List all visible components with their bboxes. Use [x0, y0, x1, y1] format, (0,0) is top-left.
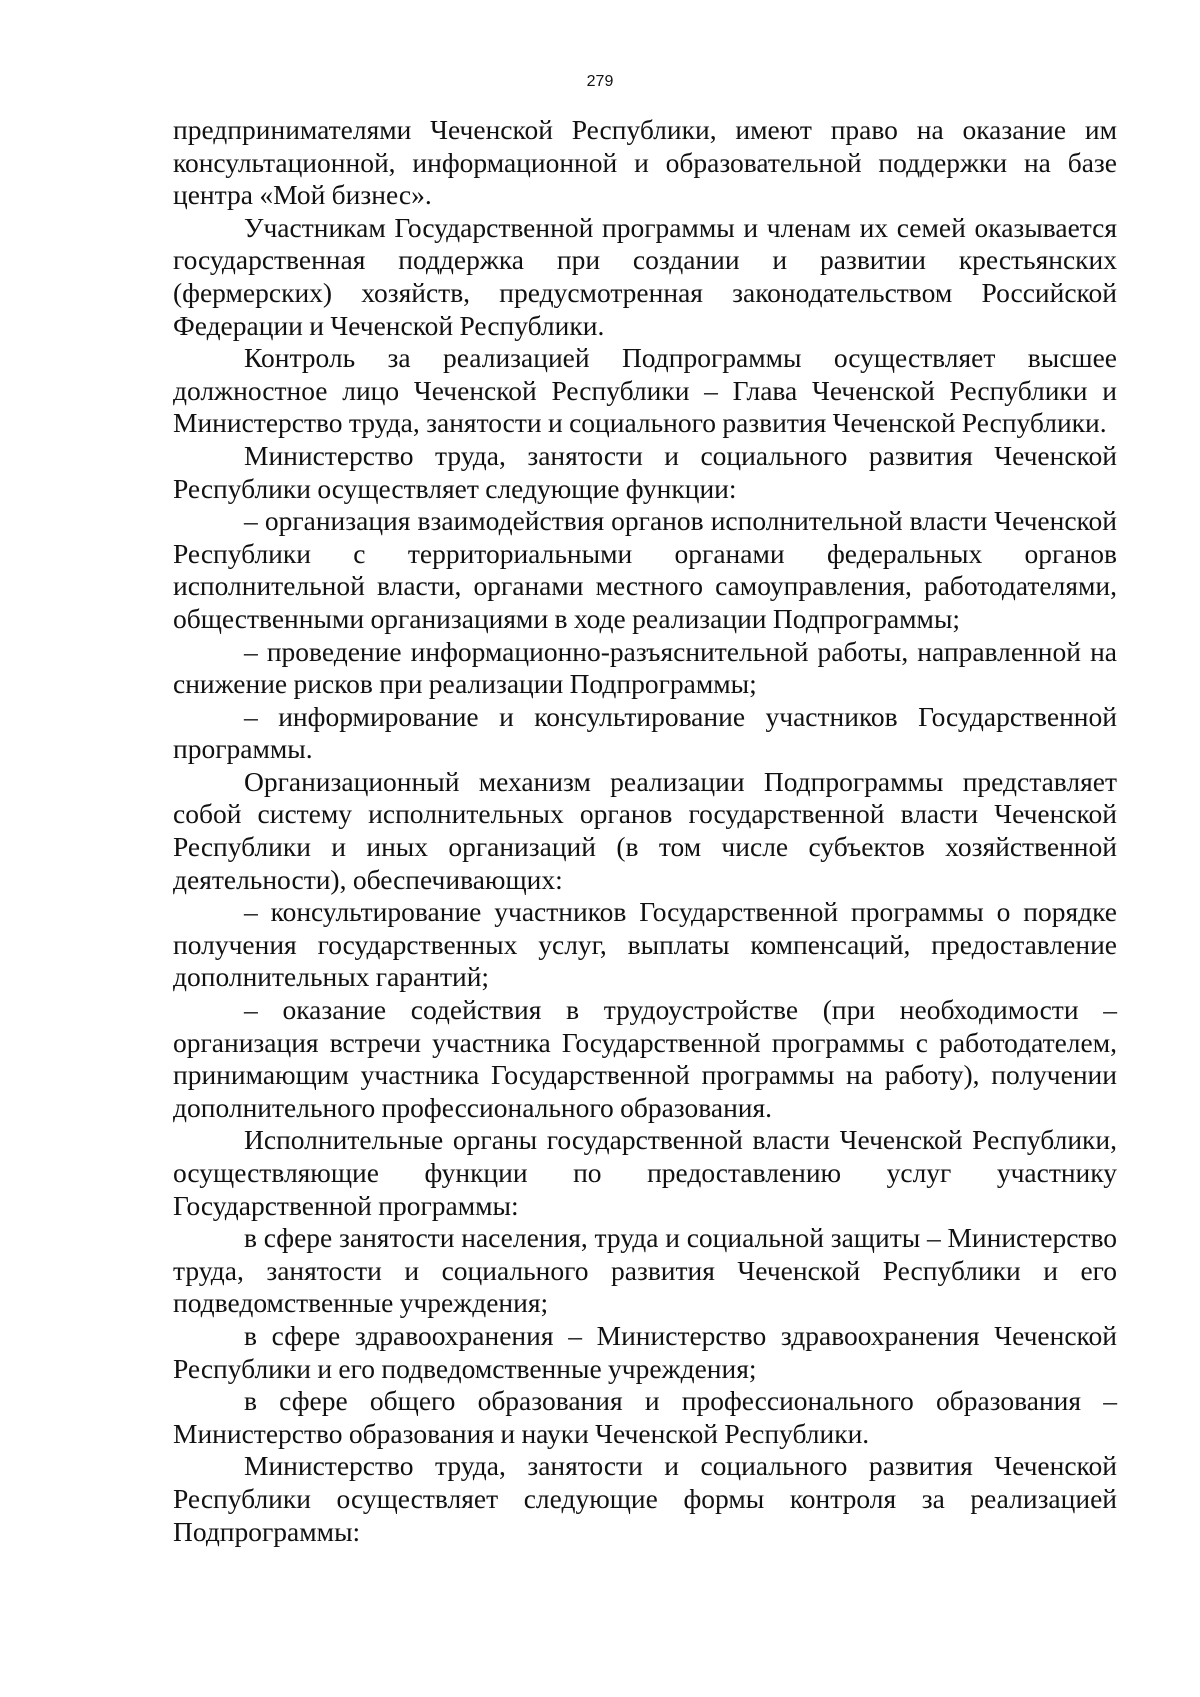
list-item-function-1: – организация взаимодействия органов исполнительной власти Чеченской Республики с территориальными органами федеральных органов исполнительной власти, органами местного самоуправления, работодателями, общественными организациями в ходе реализации Подпрограммы; — [173, 505, 1117, 634]
list-item-mechanism-2: – оказание содействия в трудоустройстве (при необходимости – организация встречи участника Государственной программы с работодателем, принимающим участника Государственной программы на работу), получении дополнительного профессионального образования. — [173, 994, 1117, 1123]
paragraph-1: предпринимателями Чеченской Республики, имеют право на оказание им консультационной, информационной и образовательной поддержки на базе центра «Мой бизнес». — [173, 114, 1117, 211]
paragraph-11: Исполнительные органы государственной власти Чеченской Республики, осуществляющие функции по предоставлению услуг участнику Государственной программы: — [173, 1124, 1117, 1221]
paragraph-15: Министерство труда, занятости и социального развития Чеченской Республики осуществляет следующие формы контроля за реализацией Подпрограммы: — [173, 1450, 1117, 1547]
list-item-mechanism-1: – консультирование участников Государственной программы о порядке получения государственных услуг, выплаты компенсаций, предоставление дополнительных гарантий; — [173, 896, 1117, 993]
page-number: 279 — [586, 73, 614, 90]
paragraph-4: Министерство труда, занятости и социального развития Чеченской Республики осуществляет следующие функции: — [173, 439, 1117, 504]
list-item-function-3: – информирование и консультирование участников Государственной программы. — [173, 700, 1117, 765]
list-item-sphere-1: в сфере занятости населения, труда и социальной защиты – Министерство труда, занятости и социального развития Чеченской Республики и его подведомственные учреждения; — [173, 1222, 1117, 1319]
list-item-sphere-2: в сфере здравоохранения – Министерство здравоохранения Чеченской Республики и его подведомственные учреждения; — [173, 1319, 1117, 1384]
paragraph-8: Организационный механизм реализации Подпрограммы представляет собой систему исполнительных органов государственной власти Чеченской Республики и иных организаций (в том числе субъектов хозяйственной деятельности), обеспечивающих: — [173, 765, 1117, 895]
paragraph-2: Участникам Государственной программы и членам их семей оказывается государственная поддержка при создании и развитии крестьянских (фермерских) хозяйств, предусмотренная законодательством Российской Федерации и Чеченской Республики. — [173, 211, 1117, 341]
document-body — [173, 114, 1117, 1548]
list-item-sphere-3: в сфере общего образования и профессионального образования – Министерство образования и науки Чеченской Республики. — [173, 1385, 1117, 1449]
paragraph-3: Контроль за реализацией Подпрограммы осуществляет высшее должностное лицо Чеченской Республики – Глава Чеченской Республики и Министерство труда, занятости и социального развития Чеченской Республики. — [173, 342, 1117, 439]
list-item-function-2: – проведение информационно-разъяснительной работы, направленной на снижение рисков при реализации Подпрограммы; — [173, 635, 1117, 700]
